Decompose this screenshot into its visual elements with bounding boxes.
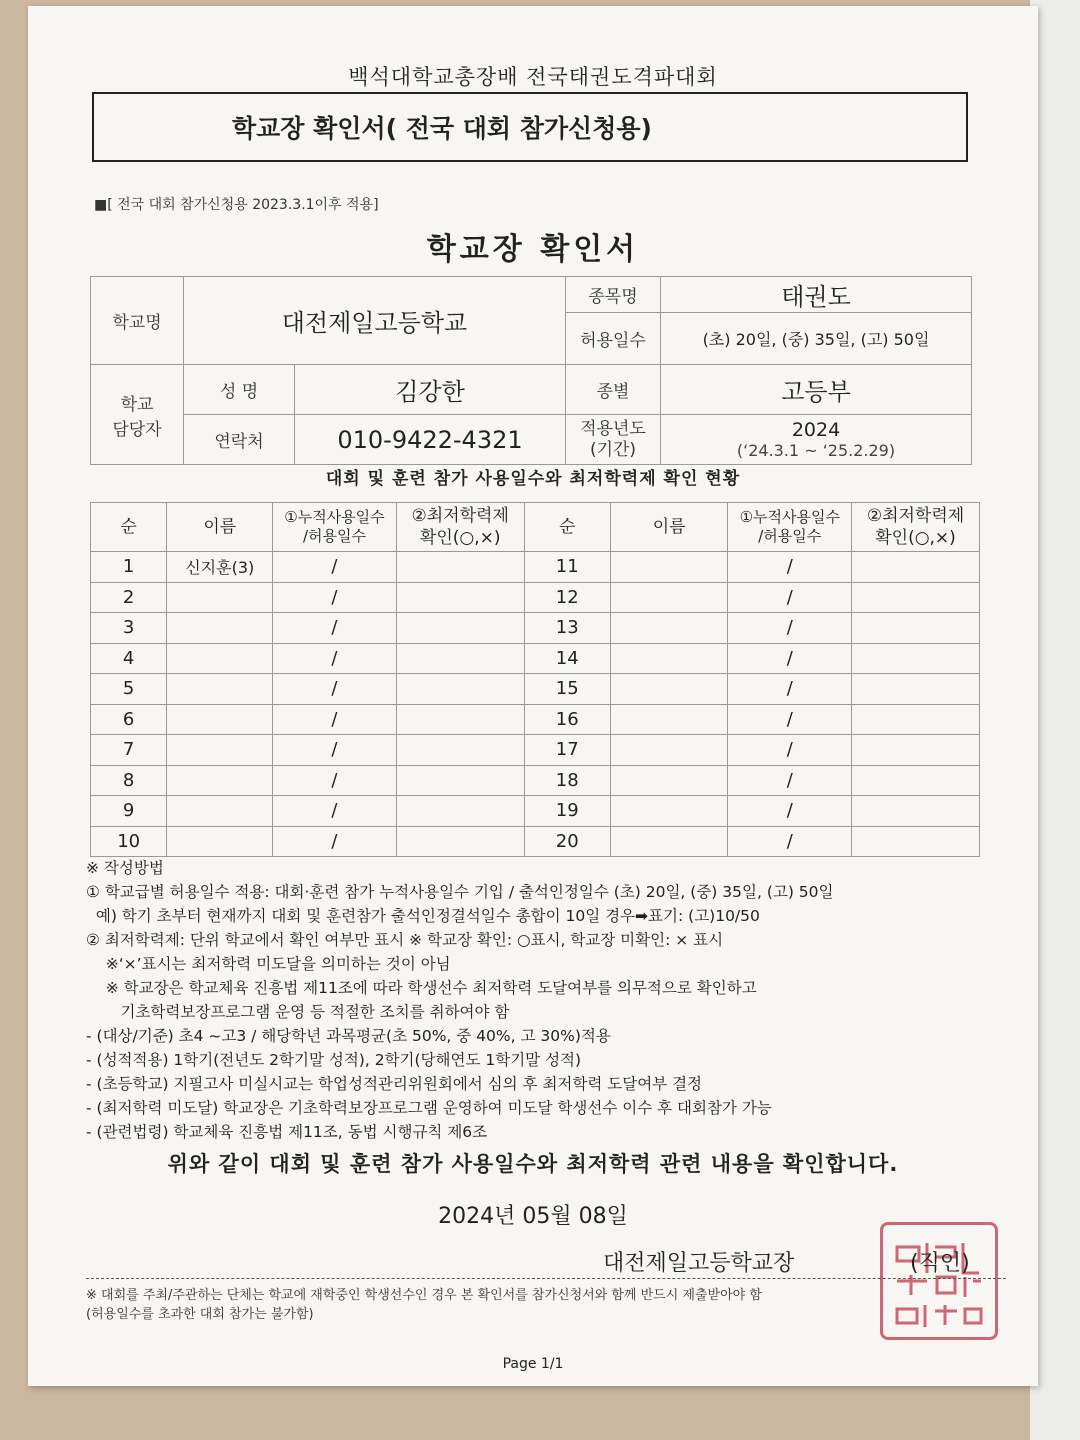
instruction-line: - (초등학교) 지필고사 미실시교는 학업성적관리위원회에서 심의 후 최저학력 도달여부 결정 [86, 1075, 703, 1093]
row-no: 16 [524, 704, 610, 735]
division-value: 고등부 [661, 365, 972, 415]
row-name [610, 674, 728, 705]
row-name [610, 735, 728, 766]
col-check-right: ②최저학력제 확인(○,×) [852, 503, 980, 552]
row-name [167, 826, 273, 857]
applicability-note: ■[ 전국 대회 참가신청용 2023.3.1이후 적용] [94, 197, 379, 213]
row-check [852, 796, 980, 827]
row-no: 8 [91, 765, 167, 796]
row-name [610, 704, 728, 735]
footer-note [86, 1286, 1006, 1324]
instruction-line: 기초학력보장프로그램 운영 등 적절한 조치를 취하여야 함 [86, 1003, 510, 1021]
row-check [852, 613, 980, 644]
row-no: 5 [91, 674, 167, 705]
period-value: (‘24.3.1 ~ ‘25.2.29) [736, 441, 896, 460]
table-row [91, 613, 980, 644]
footer-divider [86, 1278, 1006, 1279]
row-days: / [728, 765, 852, 796]
row-check [852, 735, 980, 766]
col-name-right: 이름 [610, 503, 728, 552]
row-no: 10 [91, 826, 167, 857]
instruction-line: ① 학교급별 허용일수 적용: 대회·훈련 참가 누적사용일수 기입 / 출석인정일수 (초) 20일, (중) 35일, (고) 50일 [86, 883, 834, 901]
row-name [167, 674, 273, 705]
row-check [396, 552, 524, 583]
row-name [167, 796, 273, 827]
year-cell [661, 415, 972, 465]
row-no: 18 [524, 765, 610, 796]
row-name [610, 582, 728, 613]
competition-title: 백석대학교총장배 전국태권도격파대회 [348, 65, 718, 89]
event-label: 종목명 [566, 277, 661, 313]
row-name [167, 735, 273, 766]
row-days: / [273, 735, 397, 766]
contact-value: 010-9422-4321 [295, 415, 566, 465]
row-check [396, 826, 524, 857]
instruction-line: ※ 학교장은 학교체육 진흥법 제11조에 따라 학생선수 최저학력 도달여부를 의무적으로 확인하고 [86, 979, 757, 997]
row-name [610, 552, 728, 583]
row-name [167, 704, 273, 735]
row-days: / [728, 826, 852, 857]
table-row [91, 704, 980, 735]
row-check [852, 674, 980, 705]
row-check [396, 704, 524, 735]
row-no: 6 [91, 704, 167, 735]
row-days: / [273, 796, 397, 827]
row-check [396, 674, 524, 705]
event-value: 태권도 [661, 277, 972, 313]
row-check [396, 582, 524, 613]
instruction-line: - (성적적용) 1학기(전년도 2학기말 성적), 2학기(당해연도 1학기말 성적) [86, 1051, 582, 1069]
row-days: / [273, 826, 397, 857]
row-days: / [728, 643, 852, 674]
document-page [28, 6, 1038, 1386]
row-name [610, 796, 728, 827]
instruction-line: 예) 학기 초부터 현재까지 대회 및 훈련참가 출석인정결석일수 총합이 10일 경우➡표기: (고)10/50 [86, 907, 760, 925]
row-no: 15 [524, 674, 610, 705]
row-check [852, 826, 980, 857]
row-no: 4 [91, 643, 167, 674]
row-name: 신지훈(3) [167, 552, 273, 583]
instruction-line: - (최저학력 미도달) 학교장은 기초학력보장프로그램 운영하여 미도달 학생선수 이수 후 대회참가 가능 [86, 1099, 772, 1117]
row-check [396, 735, 524, 766]
manager-label: 학교 담당자 [91, 365, 184, 465]
instruction-line: - (관련법령) 학교체육 진흥법 제11조, 동법 시행규칙 제6조 [86, 1123, 488, 1141]
row-check [852, 643, 980, 674]
row-name [610, 826, 728, 857]
row-check [852, 704, 980, 735]
row-days: / [273, 582, 397, 613]
row-name [610, 643, 728, 674]
row-days: / [273, 674, 397, 705]
school-label: 학교명 [91, 277, 184, 365]
row-name [167, 582, 273, 613]
allowed-value: (초) 20일, (중) 35일, (고) 50일 [661, 313, 972, 365]
table-row [91, 674, 980, 705]
row-check [396, 643, 524, 674]
footer-line: (허용일수를 초과한 대회 참가는 불가함) [86, 1307, 314, 1322]
row-no: 13 [524, 613, 610, 644]
row-days: / [273, 613, 397, 644]
row-name [610, 613, 728, 644]
row-days: / [728, 704, 852, 735]
col-check-left: ②최저학력제 확인(○,×) [396, 503, 524, 552]
year-label: 적용년도 (기간) [566, 415, 661, 465]
row-no: 1 [91, 552, 167, 583]
row-no: 3 [91, 613, 167, 644]
row-days: / [728, 582, 852, 613]
allowed-label: 허용일수 [566, 313, 661, 365]
row-no: 20 [524, 826, 610, 857]
row-no: 9 [91, 796, 167, 827]
row-check [852, 552, 980, 583]
col-name-left: 이름 [167, 503, 273, 552]
page-number: Page 1/1 [502, 1356, 564, 1372]
col-no-right: 순 [524, 503, 610, 552]
instruction-line: ② 최저학력제: 단위 학교에서 확인 여부만 표시 ※ 학교장 확인: ○표시, 학교장 미확인: × 표시 [86, 931, 724, 949]
name-label: 성 명 [184, 365, 295, 415]
year-value: 2024 [791, 419, 841, 441]
row-days: / [273, 704, 397, 735]
row-name [167, 613, 273, 644]
row-days: / [273, 552, 397, 583]
row-check [396, 765, 524, 796]
table-row [91, 826, 980, 857]
table-row [91, 735, 980, 766]
row-check [396, 613, 524, 644]
seal-label: (직인) [910, 1251, 970, 1276]
col-days-left: ①누적사용일수 /허용일수 [273, 503, 397, 552]
row-check [396, 796, 524, 827]
main-title: 학교장 확인서 [426, 232, 640, 267]
name-value: 김강한 [295, 365, 566, 415]
instruction-line: - (대상/기준) 초4 ~고3 / 해당학년 과목평균(초 50%, 중 40%, 고 30%)적용 [86, 1027, 611, 1045]
issue-date: 2024년 05월 08일 [438, 1204, 628, 1229]
row-no: 17 [524, 735, 610, 766]
table-row [91, 643, 980, 674]
row-name [167, 643, 273, 674]
school-name: 대전제일고등학교 [184, 277, 566, 365]
row-days: / [728, 613, 852, 644]
writing-instructions [86, 856, 1006, 1144]
row-days: / [728, 796, 852, 827]
row-check [852, 582, 980, 613]
row-no: 14 [524, 643, 610, 674]
row-days: / [273, 765, 397, 796]
row-name [610, 765, 728, 796]
row-days: / [728, 735, 852, 766]
status-table [90, 502, 980, 857]
table-row [91, 552, 980, 583]
box-title: 학교장 확인서( 전국 대회 참가신청용) [92, 92, 968, 162]
contact-label: 연락처 [184, 415, 295, 465]
principal-title: 대전제일고등학교장 [603, 1251, 795, 1276]
confirm-statement: 위와 같이 대회 및 훈련 참가 사용일수와 최저학력 관련 내용을 확인합니다. [167, 1152, 899, 1176]
row-days: / [728, 552, 852, 583]
row-no: 19 [524, 796, 610, 827]
row-no: 2 [91, 582, 167, 613]
row-days: / [273, 643, 397, 674]
division-label: 종별 [566, 365, 661, 415]
col-no-left: 순 [91, 503, 167, 552]
instruction-line: ※‘×’표시는 최저학력 미도달을 의미하는 것이 아님 [86, 955, 451, 973]
row-name [167, 765, 273, 796]
table-row [91, 582, 980, 613]
row-check [852, 765, 980, 796]
footer-line: ※ 대회를 주최/주관하는 단체는 학교에 재학중인 학생선수인 경우 본 확인서를 참가신청서와 함께 반드시 제출받아야 함 [86, 1288, 762, 1303]
table-row [91, 765, 980, 796]
row-no: 7 [91, 735, 167, 766]
col-days-right: ①누적사용일수 /허용일수 [728, 503, 852, 552]
status-rows [91, 552, 980, 857]
instruction-line: ※ 작성방법 [86, 859, 164, 877]
table-row [91, 796, 980, 827]
row-no: 11 [524, 552, 610, 583]
row-no: 12 [524, 582, 610, 613]
status-title: 대회 및 훈련 참가 사용일수와 최저학력제 확인 현황 [325, 469, 741, 489]
row-days: / [728, 674, 852, 705]
info-table [90, 276, 972, 465]
